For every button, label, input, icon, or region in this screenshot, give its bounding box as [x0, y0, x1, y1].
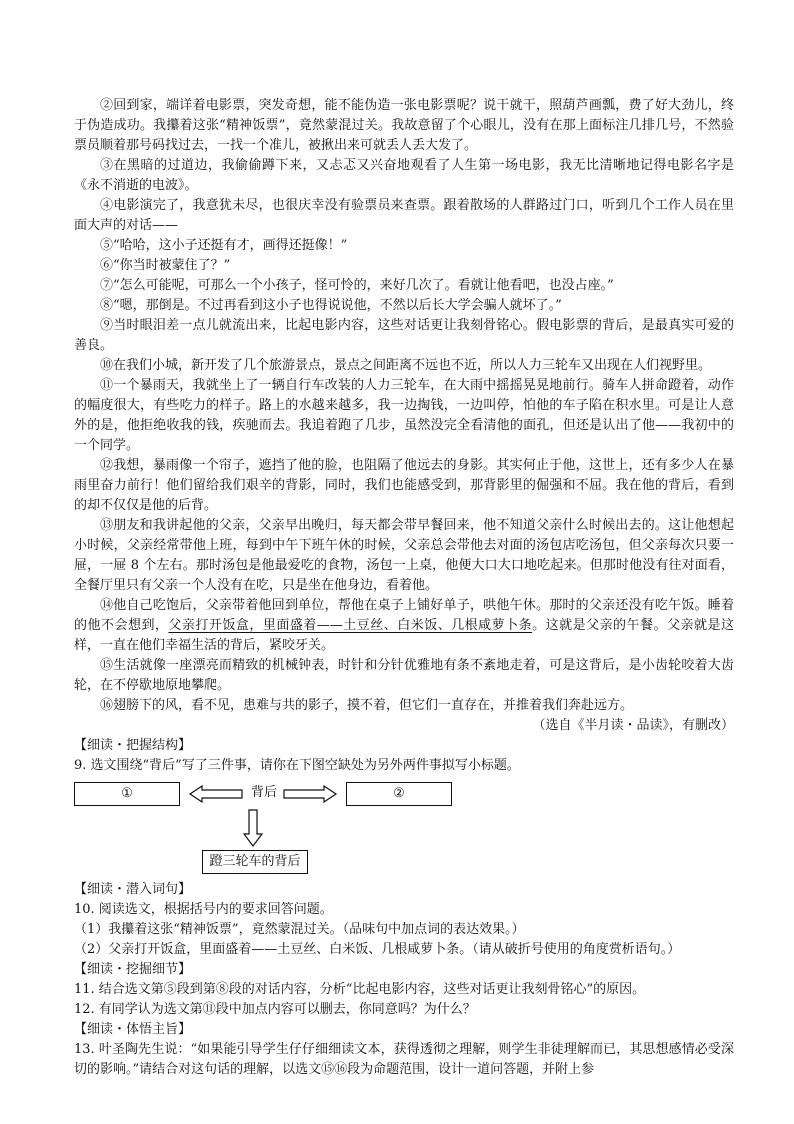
paragraph-11: ⑪一个暴雨天，我就坐上了一辆自行车改装的人力三轮车，在大雨中摇摇晃晃地前行。骑车人拼命蹬着，动作的幅度很大，有些吃力的样子。路上的水越来越多，我一边掏钱，一边叫停，怕他的车子陷在积水里。可是让人意外的是，他拒绝收我的钱，疾驰而去。我追着跑了几步，虽然没完全看清他的面孔，但还是认出了他——我初中的一个同学。	[74, 378, 734, 453]
paragraph-14-text-a: ⑭他自己吃饱后，父亲带着他回到单位，帮他在桌子上铺好单子，哄他午休。那时的父亲还没有吃午饭。睡着的他不会想到，	[74, 598, 734, 633]
paragraph-3: ③在黑暗的过道边，我偷偷蹲下来，又忐忑又兴奋地观看了人生第一场电影，我无比清晰地记得电影名字是《永不消逝的电波》。	[74, 158, 734, 193]
section-heading-details: 【细读・挖掘细节】	[74, 962, 192, 977]
question-10: 10. 阅读选文，根据括号内的要求回答问题。	[74, 902, 333, 917]
question-9: 9. 选文围绕“背后”写了三件事，请你在下图空缺处为另外两件事拟写小标题。	[74, 758, 520, 773]
question-12: 12. 有同学认为选文第⑪段中加点内容可以删去，你同意吗？为什么？	[74, 1002, 476, 1017]
paragraph-5: ⑤“哈哈，这小子还挺有才，画得还挺像！”	[100, 238, 348, 253]
paragraph-12: ⑫我想，暴雨像一个帘子，遮挡了他的脸，也阻隔了他远去的身影。其实何止于他，这世上，还有多少人在暴雨里奋力前行！他们留给我们艰辛的背影，同时，我们也能感受到，那背影里的倔强和不屈。我在他的背后，看到的却不仅仅是他的后背。	[74, 458, 734, 513]
paragraph-10: ⑩在我们小城，新开发了几个旅游景点，景点之间距离不远也不近，所以人力三轮车又出现在人们视野里。	[100, 358, 712, 373]
right-arrow-icon	[282, 784, 338, 804]
paragraph-8: ⑧“嗯，那倒是。不过再看到这小子也得说说他，不然以后长大学会骗人就坏了。”	[100, 298, 562, 313]
source-note: （选自《半月读・品读》，有删改）	[532, 718, 734, 733]
section-heading-words: 【细读・潜入词句】	[74, 882, 192, 897]
question-13: 13. 叶圣陶先生说：“如果能引导学生仔仔细细读文本，获得透彻之理解，则学生非徒理解而已，其思想感情必受深切的影响。”请结合对这句话的理解，以选文⑮⑯段为命题范围，设计一道问答题，并附上参	[74, 1042, 734, 1077]
down-arrow-icon	[242, 808, 264, 848]
diagram-center-label: 背后	[250, 785, 277, 800]
paragraph-7: ⑦“怎么可能呢，可那么一个小孩子，怪可怜的，来好几次了。看就让他看吧，也没占座。”	[100, 278, 614, 293]
diagram-box-left[interactable]: ①	[74, 782, 180, 806]
paragraph-15: ⑮生活就像一座漂亮而精致的机械钟表，时针和分针优雅地有条不紊地走着，可是这背后，是小齿轮咬着大齿轮，在不停歇地原地攀爬。	[74, 658, 734, 693]
structure-diagram	[74, 778, 734, 878]
paragraph-16: ⑯翅膀下的风，看不见，患难与共的影子，摸不着，但它们一直存在，并推着我们奔赴远方。	[100, 698, 634, 713]
question-10-1: （1）我攥着这张“精神饭票”，竟然蒙混过关。（品味句中加点词的表达效果。）	[74, 922, 525, 937]
paragraph-13: ⑬朋友和我讲起他的父亲，父亲早出晚归，每天都会带早餐回来，他不知道父亲什么时候出去的。这让他想起小时候，父亲经常带他上班，每到中午下班午休的时候，父亲总会带他去对面的汤包店吃汤包，但父亲每次只要一屉，一屉 8 个左右。那时汤包是他最爱吃的食物，汤包一上桌，他便大口大口地吃起来。但那时他没有往对面看，全餐厅里只有父亲一个人没有在吃，只是坐在他身边，看着他。	[74, 518, 734, 593]
question-10-2: （2）父亲打开饭盒，里面盛着——土豆丝、白米饭、几根咸萝卜条。（请从破折号使用的角度赏析语句。）	[74, 942, 681, 957]
diagram-box-bottom: 蹬三轮车的背后	[202, 850, 308, 874]
paragraph-14-underlined: 父亲打开饭盒，里面盛着——土豆丝、白米饭、几根咸萝卜条	[168, 618, 533, 633]
section-heading-structure: 【细读・把握结构】	[74, 738, 192, 753]
paragraph-4: ④电影演完了，我意犹未尽，也很庆幸没有验票员来查票。跟着散场的人群路过门口，听到几个工作人员在里面大声的对话——	[74, 198, 734, 233]
paragraph-9: ⑨当时眼泪差一点儿就流出来，比起电影内容，这些对话更让我刻骨铭心。假电影票的背后，是最真实可爱的善良。	[74, 318, 734, 353]
exam-page	[74, 96, 734, 1080]
paragraph-14	[74, 596, 734, 656]
paragraph-14-text-b: 。这就是父亲的午餐。父亲就是这样，一直在他们幸福生活的背后，紧咬牙关。	[74, 618, 734, 653]
paragraph-2: ②回到家，端详着电影票，突发奇想，能不能伪造一张电影票呢？说干就干，照葫芦画瓢，费了好大劲儿，终于伪造成功。我攥着这张“精神饭票”，竟然蒙混过关。我故意留了个心眼儿，没有在那上面标注几排几号，不然验票员顺着那号码找过去，一找一个准儿，被揪出来可就丢人丢大发了。	[74, 98, 734, 153]
left-arrow-icon	[188, 784, 244, 804]
question-11: 11. 结合选文第⑤段到第⑧段的对话内容，分析“比起电影内容，这些对话更让我刻骨铭心”的原因。	[74, 982, 646, 997]
paragraph-6: ⑥“你当时被蒙住了？”	[100, 258, 231, 273]
diagram-box-right[interactable]: ②	[346, 782, 452, 806]
section-heading-theme: 【细读・体悟主旨】	[74, 1022, 192, 1037]
